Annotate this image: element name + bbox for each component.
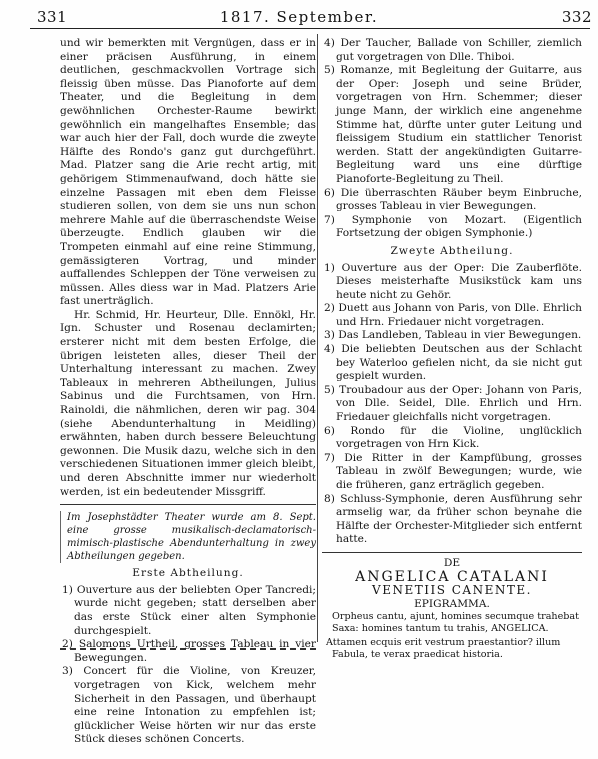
program-item: 3) Concert für die Violine, von Kreuzer, vorgetragen von Kick, welchem mehr Sicherheit in den Passagen, und überhaupt eine reine Intonation zu empfehlen ist; glücklicher Weise hörten wir nur das erste Stück dieses schönen Concerts. [62,665,316,746]
verse-line: Orpheus cantu, ajunt, homines secumque trahebat [332,611,579,623]
right-column [322,37,582,661]
program-item: 7) Die Ritter in der Kampfübung, grosses Tableau in zwölf Bewegungen; wurde, wie die früheren, ganz erträglich gegeben. [324,451,582,491]
program-item: 4) Der Taucher, Ballade von Schiller, ziemlich gut vorgetragen von Dlle. Thiboi. [324,37,582,63]
program-item: 2) Duett aus Johann von Paris, von Dlle. Ehrlich und Hrn. Friedauer nicht vorgetragen. [324,302,582,328]
column-divider [317,34,318,642]
program-item: 5) Troubadour aus der Oper: Johann von Paris, von Dlle. Seidel, Dlle. Ehrlich und Hrn. Friedauer gleichfalls nicht vorgetragen. [324,383,582,424]
page-number-left: 331 [37,8,68,26]
program-item: 5) Romanze, mit Begleitung der Guitarre, aus der Oper: Joseph und seine Brüder, vorgetragen von Hrn. Schemmer; dieser junge Mann, der wirklich eine angenehme Stimme hat, dürfte unter guter Leitung und fleissigem Studium ein stattlicher Tenorist werden. Statt der angekündigten Guitarre-Begleitung ward uns eine dürftige Pianoforte-Begleitung zu Theil. [324,64,582,185]
program-item: 7) Symphonie von Mozart. (Eigentlich Fortsetzung der obigen Symphonie.) [324,213,582,240]
verse-line: Saxa: homines tantum tu trahis, ANGELICA. [332,623,549,635]
program-item: 6) Rondo für die Violine, unglücklich vorgetragen von Hrn Kick. [324,424,582,451]
paragraph: Hr. Schmid, Hr. Heurteur, Dlle. Ennökl, Hr. Ign. Schuster und Rosenau declamirten; ersterer nicht mit dem besten Erfolge, die übrigen leisteten alles, dieser Theil der Unterhaltung interessant zu machen. Zwey Tableaux in mehreren Abtheilungen, Julius Sabinus und die Furchtsamen, von Hrn. Rainoldi, die nähmlichen, deren wir pag. 304 (siehe Abendunterhaltung in Meidling) erwähnten, haben durch bessere Beleuchtung gewonnen. Die Musik dazu, welche sich in den verschiedenen Situationen immer gleich bleibt, und deren Abschnitte immer nur wiederholt werden, ist ein bedeutender Missgriff. [60,308,316,498]
verse-line: Attamen ecquis erit vestrum praestantior? illum [326,637,561,649]
program-item: 8) Schluss-Symphonie, deren Ausführung sehr armselig war, da früher schon beynahe die Hälfte der Orchester-Mitglieder sich entfernt hatte. [324,492,582,546]
program-item: 3) Das Landleben, Tableau in vier Bewegungen. [324,329,582,342]
left-column [60,37,316,747]
paragraph: und wir bemerkten mit Vergnügen, dass er in einer präcisen Ausführung, in einem deutlichen, geschmackvollen Vortrage sich fleissig üben müsse. Das Pianoforte auf dem Theater, und die Begleitung in dem gewöhnlichen Orchester-Raume bewirkt gewöhnlich ein mangelhaftes Ensemble; das war auch hier der Fall, doch wurde die zweyte Hälfte des Rondo's ganz gut durchgeführt. Mad. Platzer sang die Arie recht artig, mit gehörigem Stimmenaufwand, doch hätte sie einzelne Passagen mit eben dem Fleisse studieren sollen, von dem sie uns nun schon mehrere Mahle auf die überraschendste Weise überzeugte. Endlich glauben wir die Trompeten einmahl auf eine reine Stimmung, gemässigteren Vortrag, und minder auffallendes Schleppen der Töne verweisen zu müssen. Alles diess war in Mad. Platzers Arie fast unerträglich. [60,37,316,308]
section-title: Erste Abtheilung. [132,567,244,580]
divider [60,504,316,505]
ornamental-rule [60,648,316,654]
epigram-de: DE [443,556,461,569]
program-item: 6) Die überraschten Räuber beym Einbruche, grosses Tableau in vier Bewegungen. [324,186,582,213]
program-item: 2) Salomons Urtheil, grosses Tableau in vier Bewegungen. [62,638,316,664]
epigram-name: ANGELICA CATALANI [355,568,549,585]
program-item: 1) Ouverture aus der Oper: Die Zauberflöte. Dieses meisterhafte Musikstück kam uns heute nicht zu Gehör. [324,261,582,301]
epigram-subtitle: VENETIIS CANENTE. [372,583,532,598]
verse-line: Fabula, te verax praedicat historia. [332,649,503,661]
program-item: 4) Die beliebten Deutschen aus der Schlacht bey Waterloo gefielen nicht, da sie nicht gut gespielt wurden. [324,343,582,383]
event-note: Im Josephstädter Theater wurde am 8. Sept. eine grosse musikalisch-declamatorisch-mimisch-plastische Abendunterhaltung in zwey Abtheilungen gegeben. [60,511,316,563]
program-item: 1) Ouverture aus der beliebten Oper Tancredi; wurde nicht gegeben; statt derselben aber das erste Stück einer alten Symphonie durchgespielt. [62,583,316,637]
header-rule [30,28,590,29]
divider [322,552,582,553]
epigram-label: EPIGRAMMA. [414,597,490,610]
running-title: 1817. September. [219,8,379,26]
page-number-right: 332 [561,8,592,26]
section-title: Zweyte Abtheilung. [390,244,514,257]
